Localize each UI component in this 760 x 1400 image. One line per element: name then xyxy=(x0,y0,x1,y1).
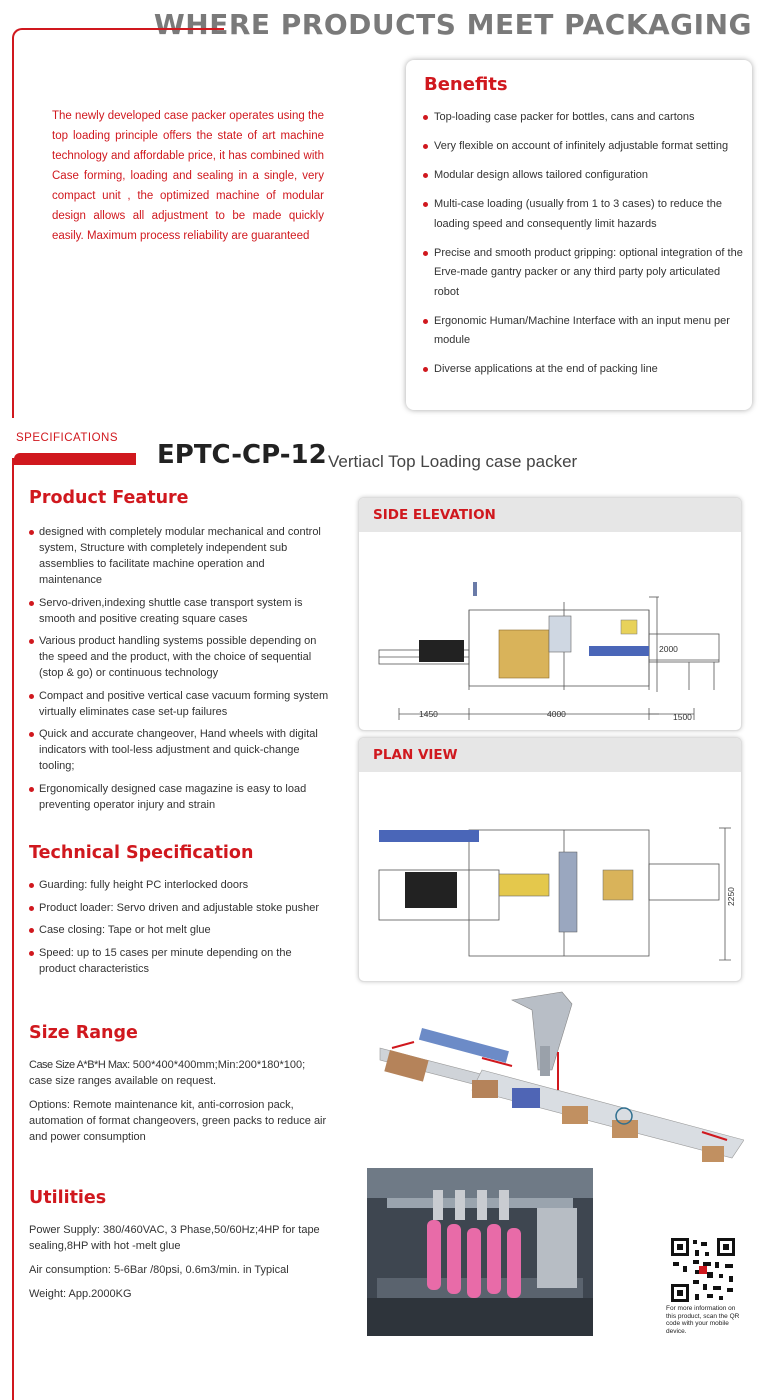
air-consumption-text xyxy=(29,1262,329,1278)
red-vertical-line xyxy=(12,458,14,1400)
benefits-card xyxy=(406,60,752,410)
intro-paragraph: The newly developed case packer operates using the top loading principle offers the state of art machine technology and affordable price, it has combined with Case forming, loading and sealing in a single, very compact unit , the optimized machine of modular design allows all adjustment to be made quickly easily. Maximum process reliability are guaranteed xyxy=(52,110,324,242)
technical-spec-title: Technical Specification xyxy=(29,843,254,863)
tech-item xyxy=(29,877,329,893)
benefit-item: Ergonomic Human/Machine Interface with an input menu per module xyxy=(422,312,744,351)
feature-item: Servo-driven,indexing shuttle case transport system is smooth and positive creating square cases xyxy=(29,595,329,627)
weight-value: App.2000KG xyxy=(66,1288,132,1300)
side-elevation-title: SIDE ELEVATION xyxy=(359,498,741,532)
case-size-value: 500*400*400mm;Min:200*180*100; case size ranges available on request. xyxy=(29,1059,306,1087)
weight-label: Weight: xyxy=(29,1288,67,1300)
technical-spec-list xyxy=(29,877,329,983)
model-description: Vertiacl Top Loading case packer xyxy=(328,452,578,471)
options-text xyxy=(29,1097,329,1145)
specifications-label: SPECIFICATIONS xyxy=(16,432,118,444)
feature-item: Various product handling systems possible depending on the speed and the product, with the choice of sequential (stop & go) or continuous technology xyxy=(29,633,329,681)
feature-item: Ergonomically designed case magazine is easy to load preventing operator injury and strain xyxy=(29,781,329,813)
dim-depth-label: 2250 xyxy=(726,887,736,906)
side-elevation-card xyxy=(358,497,742,731)
tech-item xyxy=(29,945,329,977)
air-value: 5-6Bar /80psi, 0.6m3/min. in Typical xyxy=(110,1264,289,1276)
dim-mid-label: 4000 xyxy=(547,709,566,719)
qr-caption: For more information on this product, scan the QR code with your mobile device. xyxy=(666,1305,740,1335)
feature-item: designed with completely modular mechanical and control system, Structure with completely independent sub assemblies to facilitate machine operation and maintenance xyxy=(29,524,329,588)
dim-right-label: 1500 xyxy=(673,712,692,722)
benefits-list xyxy=(422,108,744,389)
weight-text xyxy=(29,1286,329,1302)
tech-item-label: Speed: xyxy=(39,946,74,959)
plan-view-card xyxy=(358,737,742,982)
benefit-item: Very flexible on account of infinitely adjustable format setting xyxy=(422,137,744,157)
power-value: 380/460VAC, 3 Phase,50/60Hz;4HP for tape sealing,8HP with hot -melt glue xyxy=(29,1224,320,1252)
plan-view-drawing xyxy=(359,772,741,981)
benefits-title: Benefits xyxy=(424,74,508,95)
tech-item xyxy=(29,922,329,938)
case-size-label: Case Size A*B*H Max: xyxy=(29,1059,130,1071)
tech-item-label: Case closing: xyxy=(39,924,106,936)
specifications-red-bar xyxy=(14,453,136,465)
benefit-item: Precise and smooth product gripping: optional integration of the Erve-made gantry packer or any third party poly articulated robot xyxy=(422,244,744,303)
tech-item-text: Tape or hot melt glue xyxy=(105,924,211,936)
tech-item-label: Guarding: xyxy=(39,879,88,891)
options-label: Options: xyxy=(29,1099,70,1111)
benefit-item: Diverse applications at the end of packing line xyxy=(422,360,744,380)
dim-left-label: 1450 xyxy=(419,709,438,719)
utilities-title: Utilities xyxy=(29,1188,107,1208)
options-value: Remote maintenance kit, anti-corrosion pack, automation of format changeovers, green packs to reduce air and power consumption xyxy=(29,1099,327,1143)
dim-height-label: 2000 xyxy=(659,644,678,654)
feature-item: Compact and positive vertical case vacuum forming system virtually eliminates case set-up failures xyxy=(29,688,329,720)
power-supply-text xyxy=(29,1222,329,1254)
tech-item xyxy=(29,900,329,916)
product-feature-title: Product Feature xyxy=(29,488,189,508)
qr-code-icon xyxy=(669,1236,737,1304)
tech-item-label: Product loader: xyxy=(39,901,114,914)
size-range-title: Size Range xyxy=(29,1023,138,1043)
benefit-item: Multi-case loading (usually from 1 to 3 cases) to reduce the loading speed and consequently limit hazards xyxy=(422,195,744,234)
benefit-item: Modular design allows tailored configuration xyxy=(422,166,744,186)
air-label: Air consumption: xyxy=(29,1264,111,1276)
case-packer-3d-illustration xyxy=(362,990,744,1166)
tech-item-text: fully height PC interlocked doors xyxy=(87,879,249,891)
page-headline: WHERE PRODUCTS MEET PACKAGING xyxy=(153,8,752,41)
tech-item-text: up to 15 cases per minute depending on the product characteristics xyxy=(39,946,292,975)
gripper-photo xyxy=(367,1168,593,1336)
feature-item: Quick and accurate changeover, Hand wheels with digital indicators with tool-less adjustment and quick-change tooling; xyxy=(29,726,329,774)
product-feature-list xyxy=(29,524,329,819)
benefit-item: Top-loading case packer for bottles, cans and cartons xyxy=(422,108,744,128)
side-elevation-drawing xyxy=(359,532,741,730)
power-label: Power Supply: xyxy=(29,1224,100,1236)
tech-item-text: Servo driven and adjustable stoke pusher xyxy=(113,901,320,914)
plan-view-title: PLAN VIEW xyxy=(359,738,741,772)
model-number: EPTC-CP-12 xyxy=(157,440,327,470)
case-size-text xyxy=(29,1057,329,1089)
